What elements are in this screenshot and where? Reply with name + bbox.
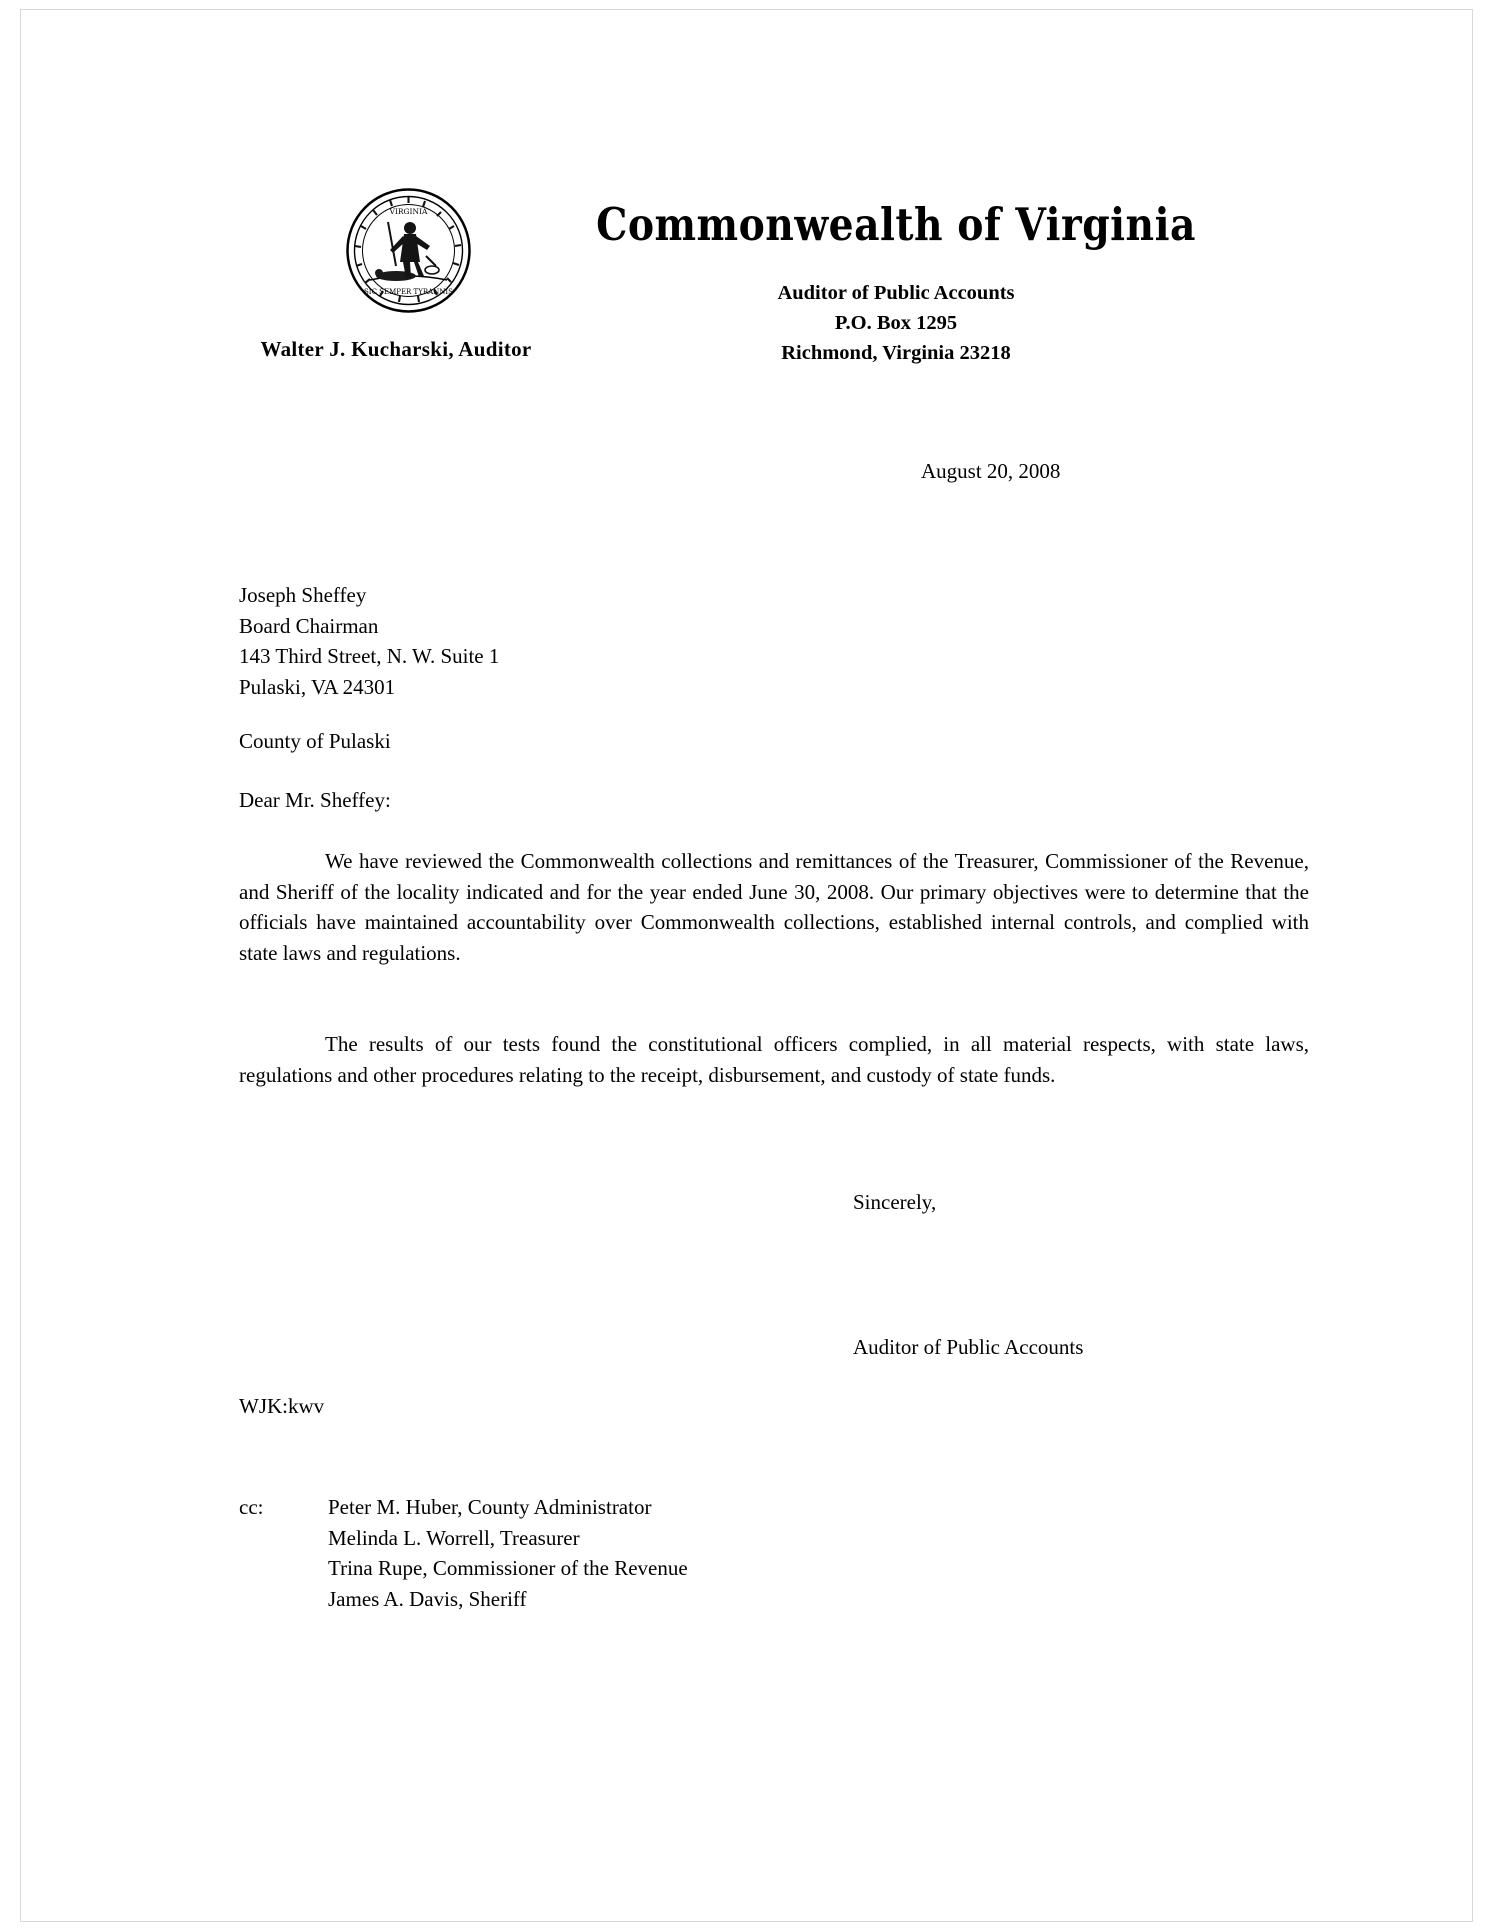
- page-content: [21, 10, 1472, 1921]
- auditor-name: Walter J. Kucharski, Auditor: [260, 337, 532, 361]
- cc-item: Melinda L. Worrell, Treasurer: [328, 1525, 580, 1550]
- cc-block: [239, 1492, 688, 1614]
- county-line: County of Pulaski: [239, 729, 391, 753]
- letterhead-address: [566, 278, 1226, 368]
- recipient-name: Joseph Sheffey: [239, 583, 367, 607]
- cc-label: cc:: [239, 1495, 264, 1519]
- city-state-zip: Richmond, Virginia 23218: [781, 342, 1011, 364]
- closing: Sincerely,: [853, 1190, 937, 1214]
- letter-page: [20, 9, 1473, 1922]
- salutation: Dear Mr. Sheffey:: [239, 788, 391, 812]
- svg-text:VIRGINIA: VIRGINIA: [389, 207, 428, 216]
- signature-title: Auditor of Public Accounts: [853, 1335, 1084, 1359]
- body-paragraph-1: We have reviewed the Commonwealth collections and remittances of the Treasurer, Commissioner of the Revenue, and Sheriff of the locality indicated and for the year ended June 30, 2008. Our primary objectives were to determine that the officials have maintained accountability over Commonwealth collections, established internal controls, and complied with state laws and regulations.: [239, 849, 1309, 965]
- letter-date: August 20, 2008: [921, 459, 1061, 483]
- svg-text:SIC SEMPER TYRANNIS: SIC SEMPER TYRANNIS: [364, 288, 453, 296]
- virginia-state-seal-icon: [346, 188, 471, 313]
- cc-item: James A. Davis, Sheriff: [328, 1586, 527, 1611]
- po-box: P.O. Box 1295: [834, 312, 958, 334]
- recipient-title: Board Chairman: [239, 613, 379, 638]
- cc-item: Peter M. Huber, County Administrator: [328, 1495, 652, 1519]
- recipient-street: 143 Third Street, N. W. Suite 1: [239, 644, 500, 668]
- cc-item: Trina Rupe, Commissioner of the Revenue: [328, 1556, 688, 1580]
- recipient-address: [239, 580, 499, 702]
- office-name: Auditor of Public Accounts: [777, 282, 1015, 304]
- body-paragraph-2: The results of our tests found the constitutional officers complied, in all material respects, with state laws, regulations and other procedures relating to the receipt, disbursement, and custody of state funds.: [239, 1032, 1309, 1087]
- recipient-city-state-zip: Pulaski, VA 24301: [239, 674, 396, 699]
- masthead-title: Commonwealth of Virginia: [596, 198, 1196, 251]
- typist-initials: WJK:kwv: [239, 1394, 325, 1418]
- cc-list: [328, 1492, 688, 1614]
- letterhead: [21, 180, 1472, 410]
